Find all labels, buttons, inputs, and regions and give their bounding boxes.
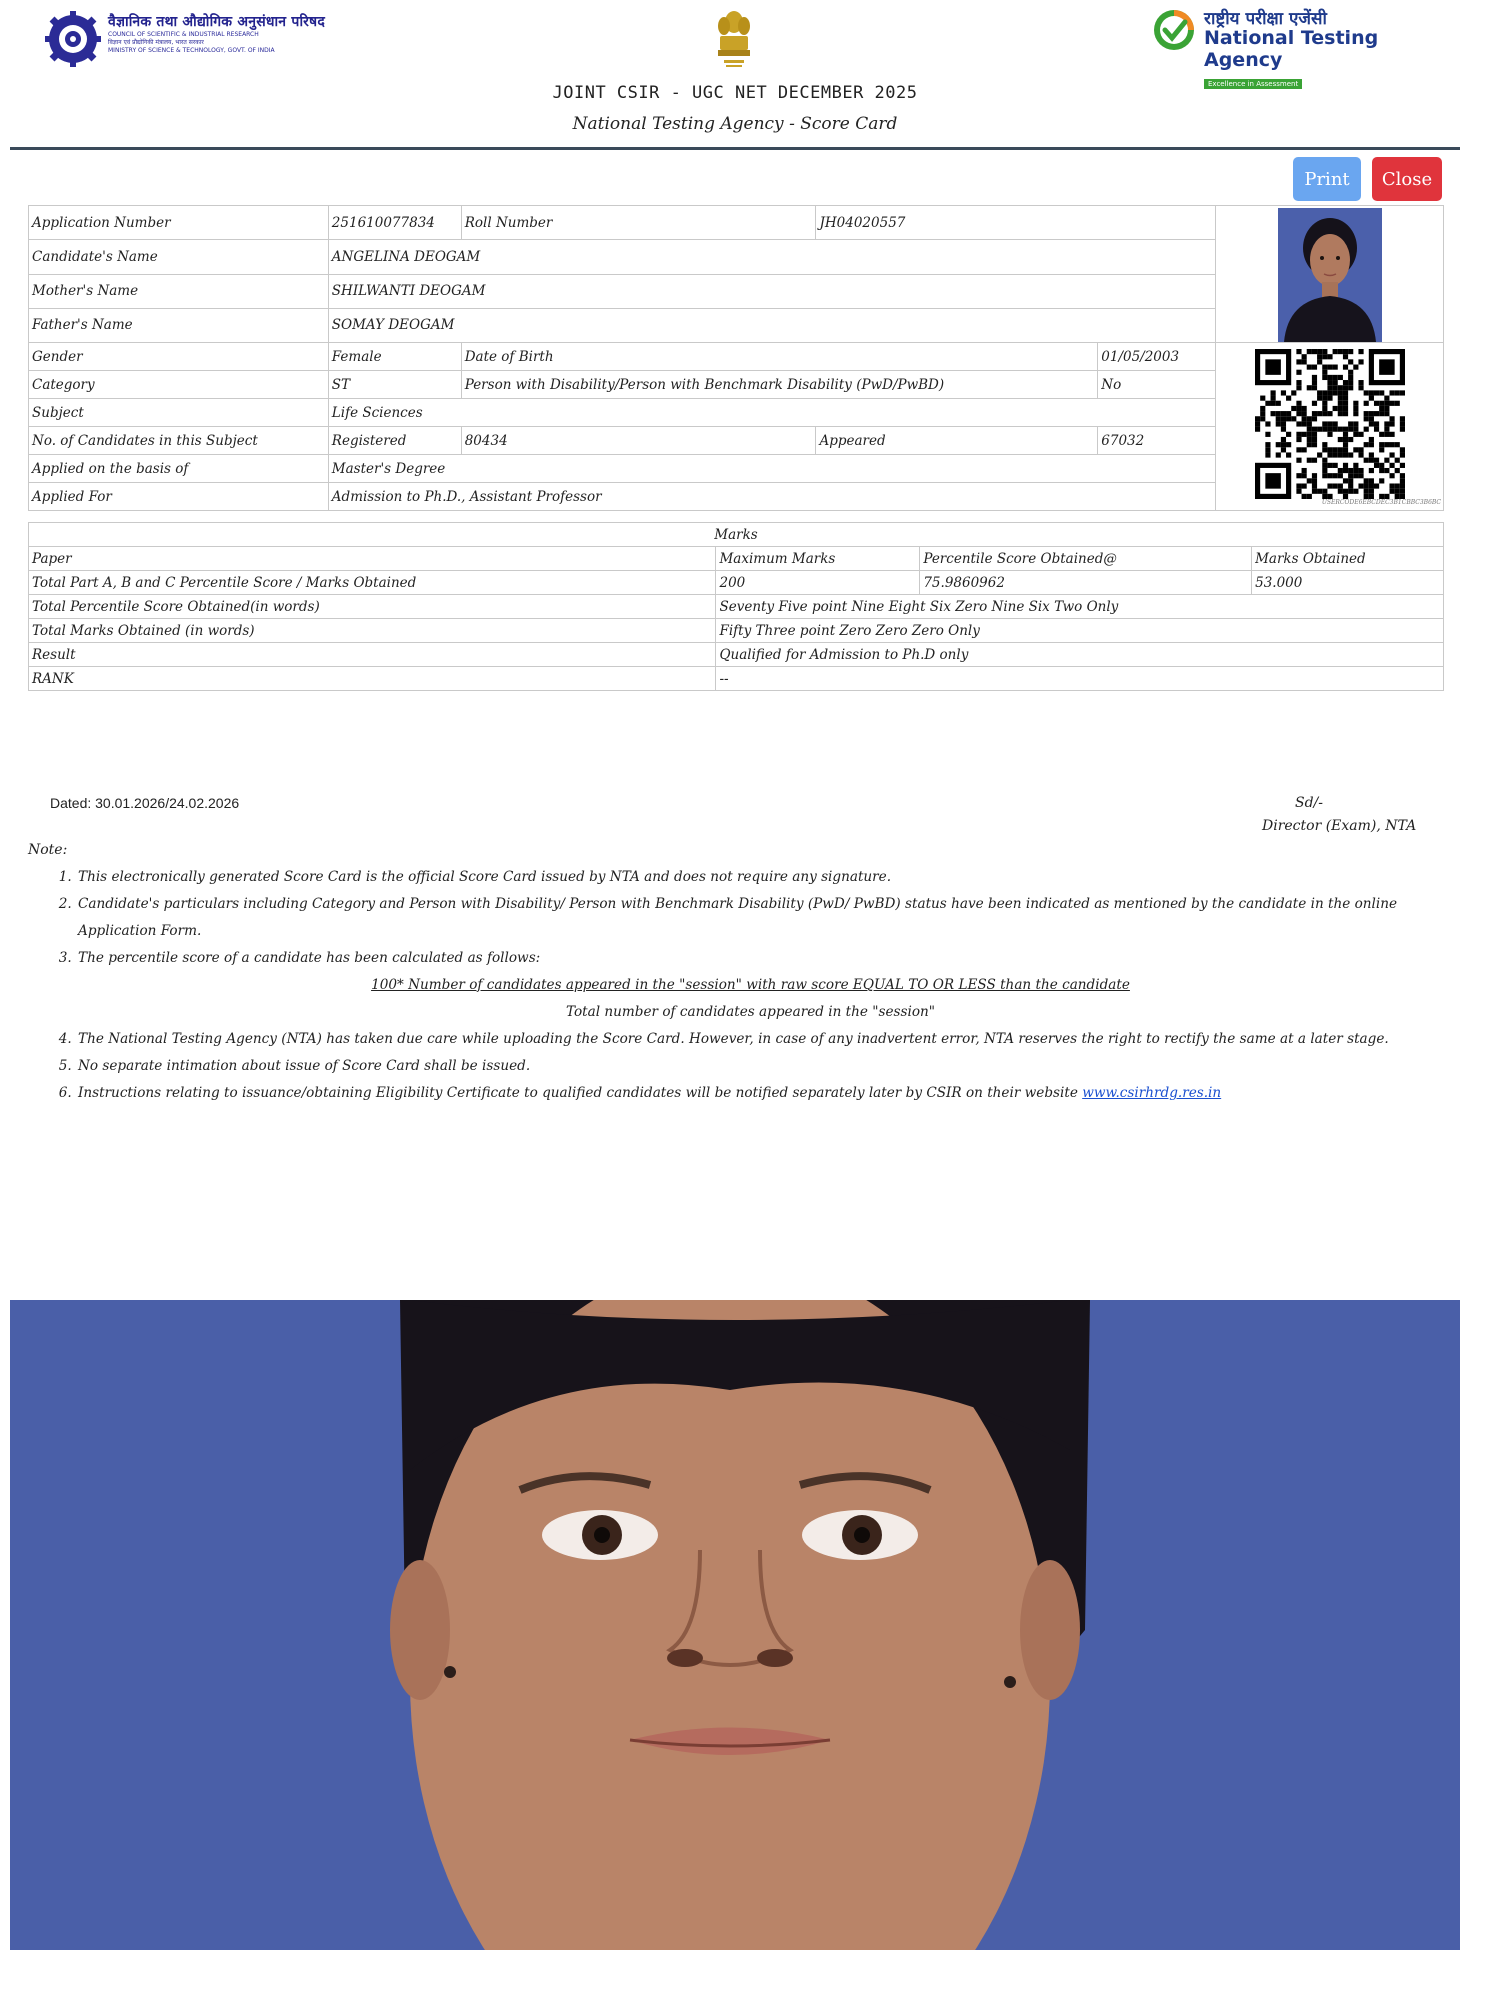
list-item — [76, 1080, 1447, 1107]
csir-logo — [42, 10, 104, 68]
formula-denominator: Total number of candidates appeared in the "session" — [565, 1004, 936, 1020]
registered-value: 80434 — [461, 427, 816, 455]
marks-heading: Marks — [29, 523, 1444, 547]
gender-label: Gender — [29, 343, 329, 371]
formula-numerator: 100* Number of candidates appeared in the "session" with raw score EQUAL TO OR LESS than the candidate — [371, 977, 1130, 993]
csir-name-block — [108, 12, 348, 55]
signature-text: Sd/- — [1295, 795, 1323, 811]
nta-hindi-name: राष्ट्रीय परीक्षा एजेंसी — [1204, 9, 1327, 29]
page-title: JOINT CSIR - UGC NET DECEMBER 2025 — [552, 83, 918, 103]
candidate-details-table — [28, 205, 1444, 511]
application-number-value: 251610077834 — [328, 206, 461, 240]
table-row — [29, 619, 1444, 643]
percentile-words-value: Seventy Five point Nine Eight Six Zero Nine Six Two Only — [716, 595, 1444, 619]
basis-value: Master's Degree — [328, 455, 1215, 483]
appeared-value: 67032 — [1098, 427, 1216, 455]
candidate-name-value: ANGELINA DEOGAM — [328, 240, 1215, 274]
list-item — [76, 945, 1447, 1026]
result-value: Qualified for Admission to Ph.D only — [716, 643, 1444, 667]
nta-tagline: Excellence in Assessment — [1204, 79, 1302, 89]
dated-text: Dated: 30.01.2026/24.02.2026 — [50, 795, 240, 811]
category-value: ST — [328, 371, 461, 399]
pwd-label: Person with Disability/Person with Benchmark Disability (PwD/PwBD) — [461, 371, 1098, 399]
dob-value: 01/05/2003 — [1098, 343, 1216, 371]
roll-number-label: Roll Number — [461, 206, 816, 240]
csir-hindi-name: वैज्ञानिक तथा औद्योगिक अनुसंधान परिषद — [108, 14, 325, 30]
nta-name-block — [1204, 6, 1444, 90]
csir-english-name: COUNCIL OF SCIENTIFIC & INDUSTRIAL RESEARCH — [108, 31, 259, 38]
basis-label: Applied on the basis of — [29, 455, 329, 483]
candidate-photo — [1278, 208, 1382, 342]
print-button[interactable]: Print — [1293, 157, 1361, 201]
total-score-label: Total Part A, B and C Percentile Score / Marks Obtained — [29, 571, 716, 595]
subject-value: Life Sciences — [328, 399, 1215, 427]
column-header-paper: Paper — [29, 547, 716, 571]
candidate-name-label: Candidate's Name — [29, 240, 329, 274]
percentile-formula — [54, 972, 1447, 1026]
applied-for-value: Admission to Ph.D., Assistant Professor — [328, 483, 1215, 511]
notes-list — [52, 864, 1447, 1107]
application-number-label: Application Number — [29, 206, 329, 240]
father-name-label: Father's Name — [29, 308, 329, 342]
list-item: 4. The National Testing Agency (NTA) has taken due care while uploading the Score Card. However, in case of any inadvertent error, NTA reserves the right to rectify the same at a later stage. — [76, 1026, 1447, 1053]
national-emblem-icon — [712, 8, 756, 72]
subject-label: Subject — [29, 399, 329, 427]
header-divider — [10, 147, 1460, 150]
csir-hindi-ministry: विज्ञान एवं प्रौद्योगिकी मंत्रालय, भारत सरकार — [108, 39, 204, 46]
total-marks-obtained: 53.000 — [1252, 571, 1444, 595]
dob-label: Date of Birth — [461, 343, 1098, 371]
table-row — [29, 206, 1444, 240]
list-item: 1. This electronically generated Score Card is the official Score Card issued by NTA and does not require any signature. — [76, 864, 1447, 891]
table-row — [29, 643, 1444, 667]
list-item: 5. No separate intimation about issue of Score Card shall be issued. — [76, 1053, 1447, 1080]
qr-caption: USERCODE6EBCDEC3B1CBBC3B6BC — [1321, 499, 1441, 506]
csir-website-link[interactable]: www.csirhrdg.res.in — [1082, 1085, 1222, 1101]
nta-english-name: National Testing Agency — [1204, 27, 1379, 71]
marks-words-value: Fifty Three point Zero Zero Zero Only — [716, 619, 1444, 643]
table-row — [29, 343, 1444, 371]
table-row — [29, 667, 1444, 691]
close-button[interactable]: Close — [1372, 157, 1442, 201]
candidate-photo-large — [10, 1300, 1460, 1950]
roll-number-value: JH04020557 — [816, 206, 1216, 240]
registered-label: Registered — [328, 427, 461, 455]
total-percentile: 75.9860962 — [920, 571, 1252, 595]
appeared-label: Appeared — [816, 427, 1098, 455]
table-row — [29, 571, 1444, 595]
director-designation: Director (Exam), NTA — [1262, 818, 1417, 834]
qr-code-icon — [1255, 349, 1405, 499]
rank-label: RANK — [29, 667, 716, 691]
marks-table — [28, 522, 1444, 691]
qr-code-cell — [1216, 343, 1444, 511]
father-name-value: SOMAY DEOGAM — [328, 308, 1215, 342]
nta-check-logo-icon — [1152, 8, 1196, 52]
list-item: 2. Candidate's particulars including Category and Person with Disability/ Person with Benchmark Disability (PwD/ PwBD) status have been indicated as mentioned by the candidate in the online Application Form. — [76, 891, 1447, 945]
total-max-marks: 200 — [716, 571, 920, 595]
page-subtitle: National Testing Agency - Score Card — [572, 114, 898, 134]
rank-value: -- — [716, 667, 1444, 691]
column-header-percentile: Percentile Score Obtained@ — [920, 547, 1252, 571]
note-6-text: Instructions relating to issuance/obtaining Eligibility Certificate to qualified candidates will be notified separately later by CSIR on their website — [78, 1085, 1078, 1101]
applied-for-label: Applied For — [29, 483, 329, 511]
table-row — [29, 523, 1444, 547]
result-label: Result — [29, 643, 716, 667]
category-label: Category — [29, 371, 329, 399]
candidate-photo-cell — [1216, 206, 1444, 343]
column-header-marks-obtained: Marks Obtained — [1252, 547, 1444, 571]
percentile-words-label: Total Percentile Score Obtained(in words) — [29, 595, 716, 619]
column-header-max-marks: Maximum Marks — [716, 547, 920, 571]
table-row — [29, 547, 1444, 571]
csir-ministry: MINISTRY OF SCIENCE & TECHNOLOGY, GOVT. OF INDIA — [108, 47, 275, 54]
pwd-value: No — [1098, 371, 1216, 399]
marks-words-label: Total Marks Obtained (in words) — [29, 619, 716, 643]
mother-name-value: SHILWANTI DEOGAM — [328, 274, 1215, 308]
candidates-count-label: No. of Candidates in this Subject — [29, 427, 329, 455]
note-label: Note: — [28, 842, 68, 858]
gender-value: Female — [328, 343, 461, 371]
note-3-text: The percentile score of a candidate has been calculated as follows: — [78, 950, 541, 966]
mother-name-label: Mother's Name — [29, 274, 329, 308]
table-row — [29, 595, 1444, 619]
